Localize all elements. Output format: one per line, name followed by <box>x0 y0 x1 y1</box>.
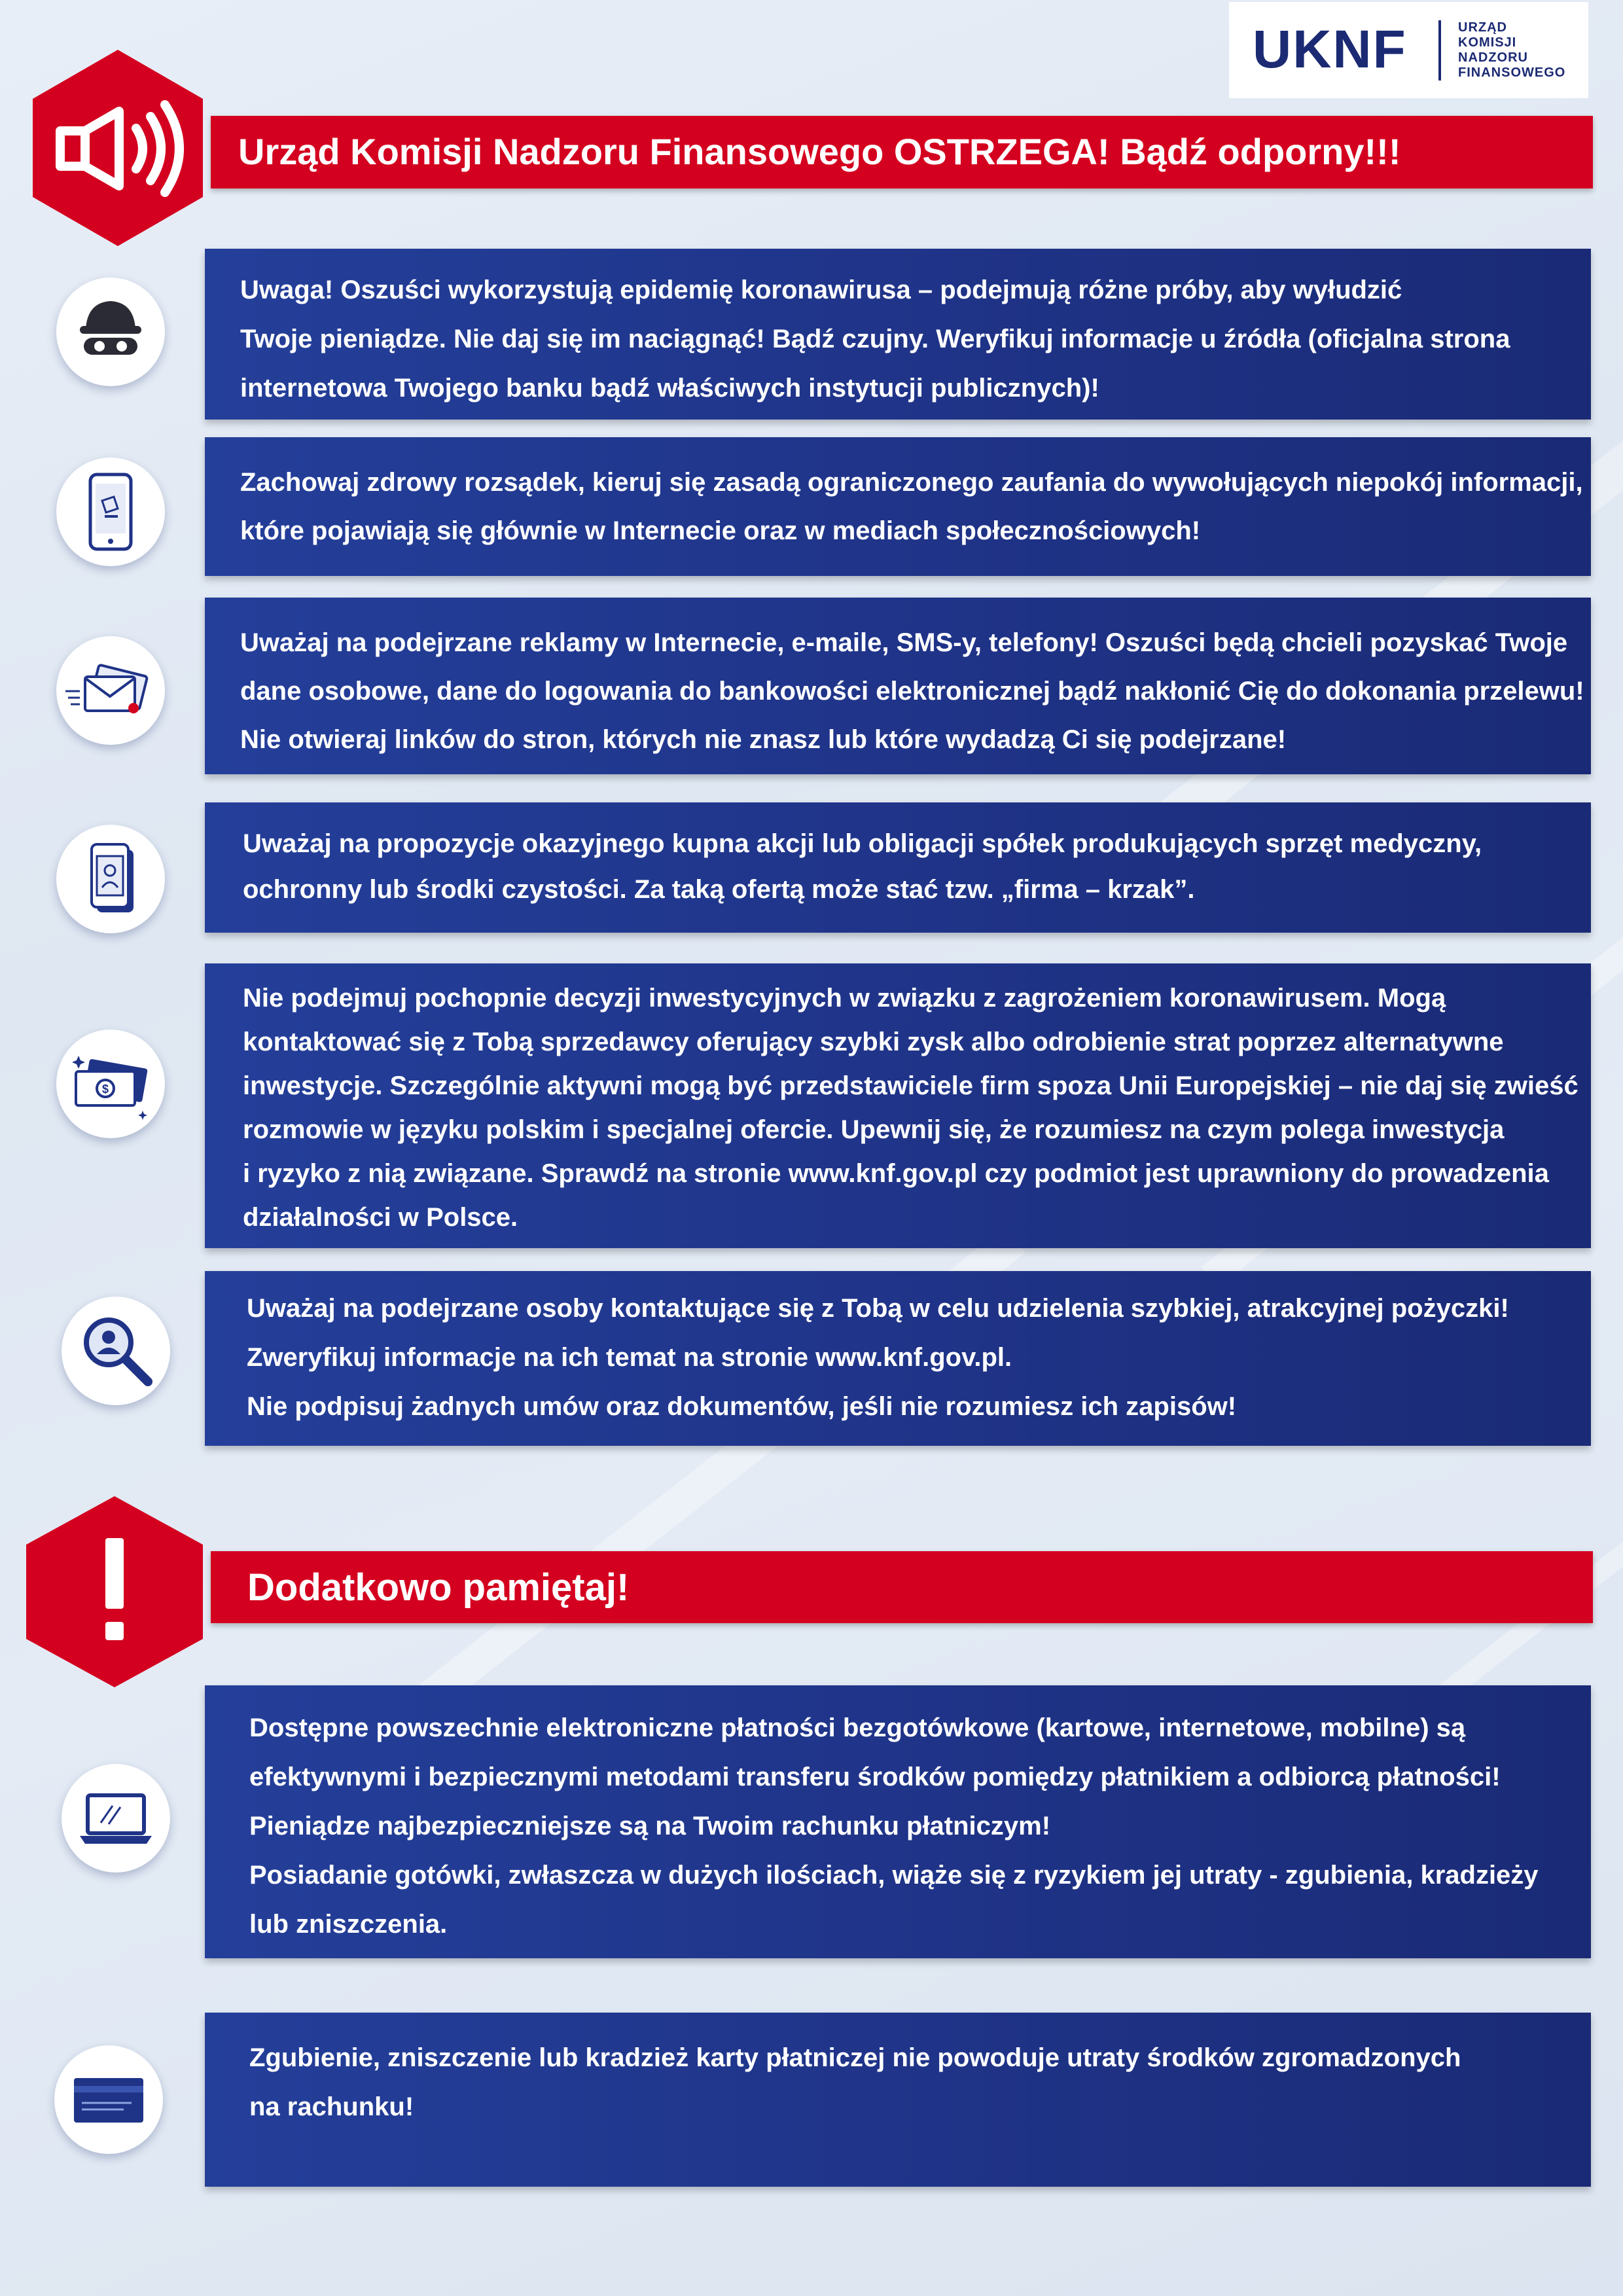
warning-6-line-2: Zweryfikuj informacje na ich temat na stronie www.knf.gov.pl. <box>247 1343 1012 1372</box>
warning-1-line-1: Uwaga! Oszuści wykorzystują epidemię koronawirusa – podejmują różne próby, aby wyłudzić <box>240 276 1402 304</box>
magnifier-person-icon <box>62 1297 170 1405</box>
warning-box-6 <box>205 1271 1591 1446</box>
banknotes-icon <box>56 1030 165 1138</box>
reminder-2-line-1: Zgubienie, zniszczenie lub kradzież karty płatniczej nie powoduje utraty środków zgromadzonych <box>249 2043 1461 2072</box>
email-icon <box>56 636 165 745</box>
warning-5-line-2: kontaktować się z Tobą sprzedawcy oferujący szybki zysk albo odrobienie strat poprzez alternatywne <box>243 1028 1504 1056</box>
warning-5-line-5: i ryzyko z nią związane. Sprawdź na stronie www.knf.gov.pl czy podmiot jest uprawniony do prowadzenia <box>243 1159 1549 1188</box>
reminder-1-line-5: lub zniszczenia. <box>249 1910 448 1939</box>
section2-bar <box>211 1551 1593 1623</box>
warning-5-line-3: inwestycje. Szczególnie aktywni mogą być przedstawiciele firm spoza Unii Europejskiej – nie daj się zwieść <box>243 1071 1578 1100</box>
svg-text:$: $ <box>101 1083 109 1096</box>
warning-1-line-2: Twoje pieniądze. Nie daj się im naciągnąć! Bądź czujny. Weryfikuj informacje u źródła (oficjalna strona <box>240 325 1510 353</box>
warning-box-5 <box>205 963 1591 1248</box>
warning-1-line-3: internetowa Twojego banku bądź właściwych instytucji publicznych)! <box>240 374 1099 403</box>
page-title: Urząd Komisji Nadzoru Finansowego OSTRZEGA! Bądź odporny!!! <box>238 131 1401 172</box>
uknf-logo <box>1229 2 1588 98</box>
payment-card-icon <box>54 2045 163 2154</box>
warning-box-4 <box>205 802 1591 933</box>
warning-5-line-1: Nie podejmuj pochopnie decyzji inwestycyjnych w związku z zagrożeniem koronawirusem. Mogą <box>243 984 1446 1013</box>
megaphone-hexagon <box>16 46 220 250</box>
header-bar <box>211 116 1593 188</box>
id-card-phone-icon <box>56 825 165 933</box>
warning-box-1 <box>205 249 1591 420</box>
warning-box-3 <box>205 598 1591 774</box>
warning-4-line-1: Uważaj na propozycje okazyjnego kupna akcji lub obligacji spółek produkujących sprzęt medyczny, <box>243 829 1482 858</box>
reminder-box-1 <box>205 1685 1591 1958</box>
exclamation-icon <box>105 1538 124 1640</box>
warning-box-2 <box>205 437 1591 576</box>
warning-5-line-4: rozmowie w języku polskim i specjalnej ofercie. Upewnij się, że rozumiesz na czym polega inwestycja <box>243 1115 1505 1144</box>
reminder-1-line-3: Pieniądze najbezpieczniejsze są na Twoim rachunku płatniczym! <box>249 1812 1051 1840</box>
reminder-1-line-2: efektywnymi i bezpiecznymi metodami transferu środków pomiędzy płatnikiem a odbiorcą płatności! <box>249 1763 1501 1791</box>
warning-6-line-1: Uważaj na podejrzane osoby kontaktujące się z Tobą w celu udzielenia szybkiej, atrakcyjnej pożyczki! <box>247 1294 1509 1323</box>
warning-3-line-2: dane osobowe, dane do logowania do bankowości elektronicznej bądź nakłonić Cię do dokonania przelewu! <box>240 677 1584 706</box>
reminder-1-line-1: Dostępne powszechnie elektroniczne płatności bezgotówkowe (kartowe, internetowe, mobilne) są <box>249 1713 1466 1742</box>
logo-mark: UKNF <box>1253 20 1407 79</box>
reminder-1-line-4: Posiadanie gotówki, zwłaszcza w dużych ilościach, wiąże się z ryzykiem jej utraty - zgubienia, kradzieży <box>249 1861 1539 1890</box>
warning-4-line-2: ochronny lub środki czystości. Za taką ofertą może stać tzw. „firma – krzak”. <box>243 875 1195 904</box>
warning-6-line-3: Nie podpisuj żadnych umów oraz dokumentów, jeśli nie rozumiesz ich zapisów! <box>247 1392 1237 1421</box>
smartphone-icon <box>56 457 165 566</box>
section2-title: Dodatkowo pamiętaj! <box>247 1566 630 1609</box>
reminder-2-line-2: na rachunku! <box>249 2092 414 2121</box>
logo-subtitle: URZĄD KOMISJI NADZORU FINANSOWEGO <box>1458 20 1566 80</box>
warning-3-line-1: Uważaj na podejrzane reklamy w Internecie, e-maile, SMS-y, telefony! Oszuści będą chcieli pozyskać Twoje <box>240 628 1568 657</box>
reminder-box-2 <box>205 2013 1591 2187</box>
warning-2-line-2: które pojawiają się głównie w Internecie oraz w mediach społecznościowych! <box>240 516 1201 545</box>
warning-2-line-1: Zachowaj zdrowy rozsądek, kieruj się zasadą ograniczonego zaufania do wywołujących niepokój informacji, <box>240 468 1583 497</box>
warning-5-line-6: działalności w Polsce. <box>243 1203 518 1232</box>
warning-3-line-3: Nie otwieraj linków do stron, których nie znasz lub które wydadzą Ci się podejrzane! <box>240 725 1287 754</box>
laptop-icon <box>62 1764 170 1873</box>
exclamation-hexagon <box>21 1492 208 1691</box>
thief-mask-icon <box>56 278 165 386</box>
logo-divider <box>1438 20 1441 81</box>
